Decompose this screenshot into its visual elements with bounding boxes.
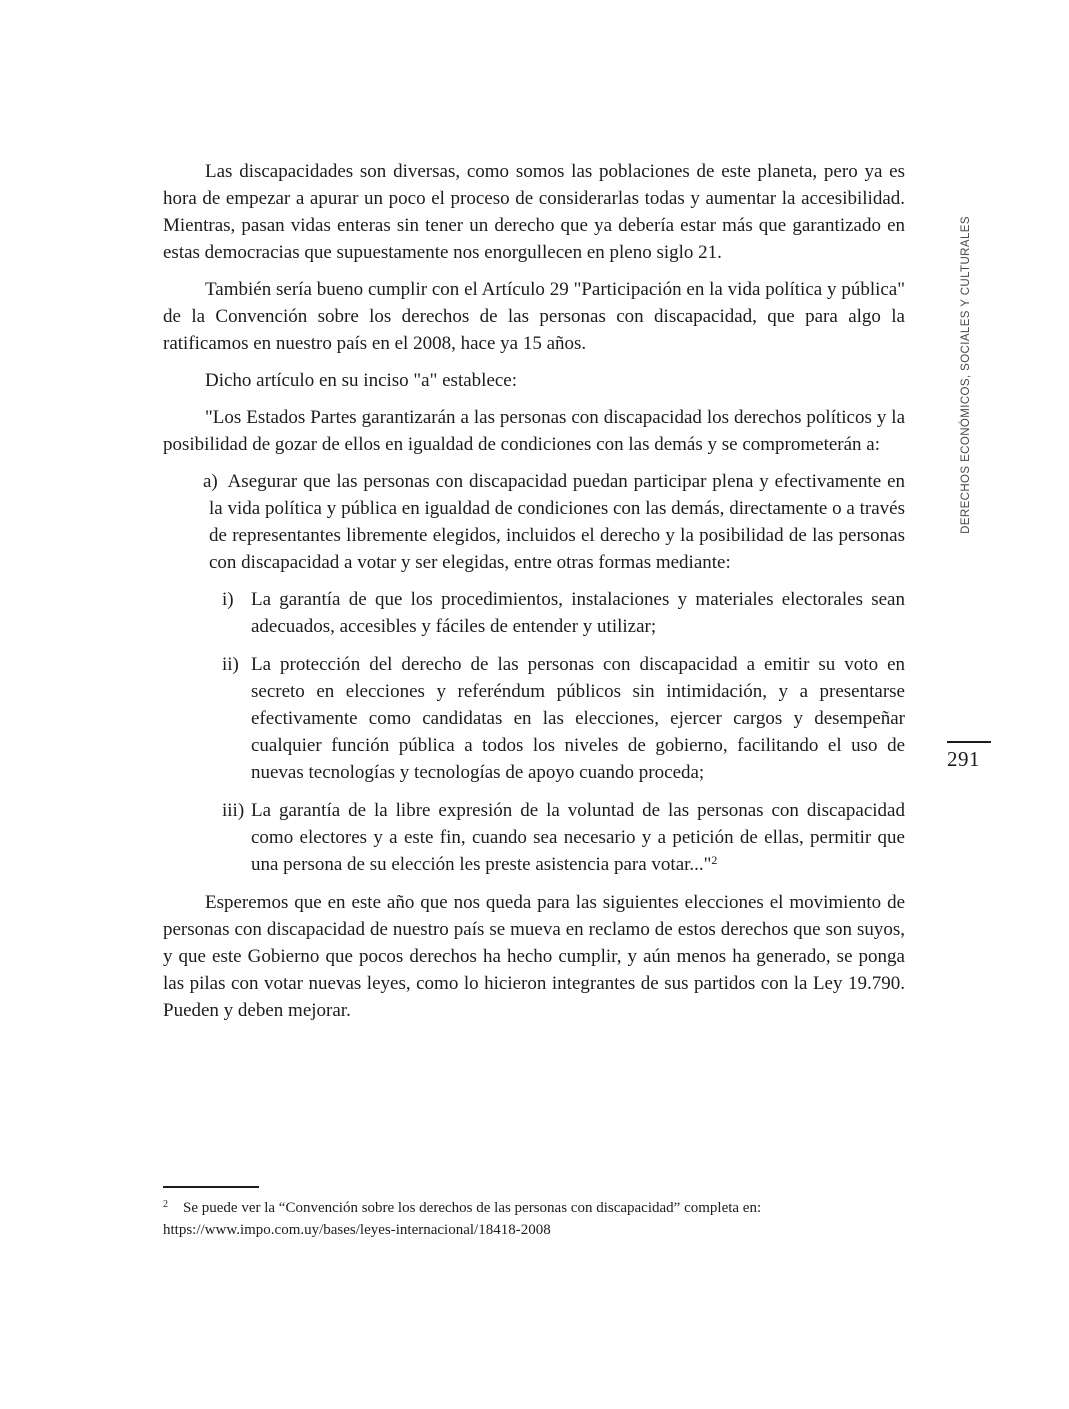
list-item-i-marker: i): [222, 589, 234, 610]
list-item-roman-ii: [163, 651, 905, 786]
paragraph-article-29: También sería bueno cumplir con el Artículo 29 "Participación en la vida política y pública" de la Convención sobre los derechos de las personas con discapacidad, que para algo la ratificamos en nuestro país en el 2008, hace ya 15 años.: [163, 279, 905, 354]
paragraph-closing: Esperemos que en este año que nos queda para las siguientes elecciones el movimiento de personas con discapacidad de nuestro país se mueva en reclamo de estos derechos que son suyos, y que este Gobierno que pocos derechos ha hecho cumplir, y aún menos ha generado, se ponga las pilas con votar nuevas leyes, como lo hicieron integrantes de sus partidos con la Ley 19.790. Pueden y deben mejorar.: [163, 892, 905, 1021]
footnote-text: Se puede ver la “Convención sobre los derechos de las personas con discapacidad” completa en: https://www.impo.com.uy/bases/leyes-internacional/18418-2008: [163, 1200, 762, 1238]
list-item-a-marker: a): [203, 471, 218, 492]
paragraph-inciso-a: Dicho artículo en su inciso "a" establece:: [205, 370, 518, 391]
list-item-a: [163, 468, 905, 576]
paragraph-quote-estados-partes: "Los Estados Partes garantizarán a las personas con discapacidad los derechos políticos y la posibilidad de gozar de ellos en igualdad de condiciones con las demás y se comprometerán a:: [163, 407, 905, 455]
paragraph-intro: Las discapacidades son diversas, como somos las poblaciones de este planeta, pero ya es hora de empezar a apurar un poco el proceso de considerarlas todas y aumentar la accesibilidad. Mientras, pasan vidas enteras sin tener un derecho que ya debería estar más que garantizado en estas democracias que supuestamente nos enorgullecen en pleno siglo 21.: [163, 161, 905, 263]
page-number-rule: [947, 741, 991, 743]
article-body: [163, 158, 905, 1034]
footnote-rule: [163, 1186, 259, 1188]
list-item-a-text: Asegurar que las personas con discapacidad puedan participar plena y efectivamente en la vida política y pública en igualdad de condiciones con las demás, directamente o a través de representantes libremente elegidos, incluidos el derecho y la posibilidad de las personas con discapacidad a votar y ser elegidas, entre otras formas mediante:: [209, 471, 905, 573]
footnote-reference: 2: [711, 853, 718, 867]
list-item-iii-text: La garantía de la libre expresión de la voluntad de las personas con discapacidad como electores y a este fin, cuando sea necesario y a petición de ellas, permitir que una persona de su elección les preste asistencia para votar...": [251, 800, 905, 875]
section-sidebar-label: DERECHOS ECONÓMICOS, SOCIALES Y CULTURALES: [960, 216, 972, 534]
page-number-block: [947, 741, 991, 772]
list-item-iii-marker: iii): [222, 800, 245, 821]
list-item-ii-text: La protección del derecho de las personas con discapacidad a emitir su voto en secreto en elecciones y referéndum públicos sin intimidación, y a presentarse efectivamente como candidatas en las elecciones, ejercer cargos y desempeñar cualquier función pública a todos los niveles de gobierno, facilitando el uso de nuevas tecnologías y tecnologías de apoyo cuando proceda;: [251, 654, 905, 783]
list-item-roman-i: [163, 586, 905, 640]
page-number: 291: [947, 747, 980, 771]
footnote-block: [163, 1186, 905, 1241]
footnote-marker: 2: [163, 1199, 168, 1210]
list-item-ii-marker: ii): [222, 654, 239, 675]
footnote: [163, 1197, 905, 1241]
list-item-roman-iii: [163, 797, 905, 878]
list-item-i-text: La garantía de que los procedimientos, instalaciones y materiales electorales sean adecuados, accesibles y fáciles de entender y utilizar;: [251, 589, 905, 637]
